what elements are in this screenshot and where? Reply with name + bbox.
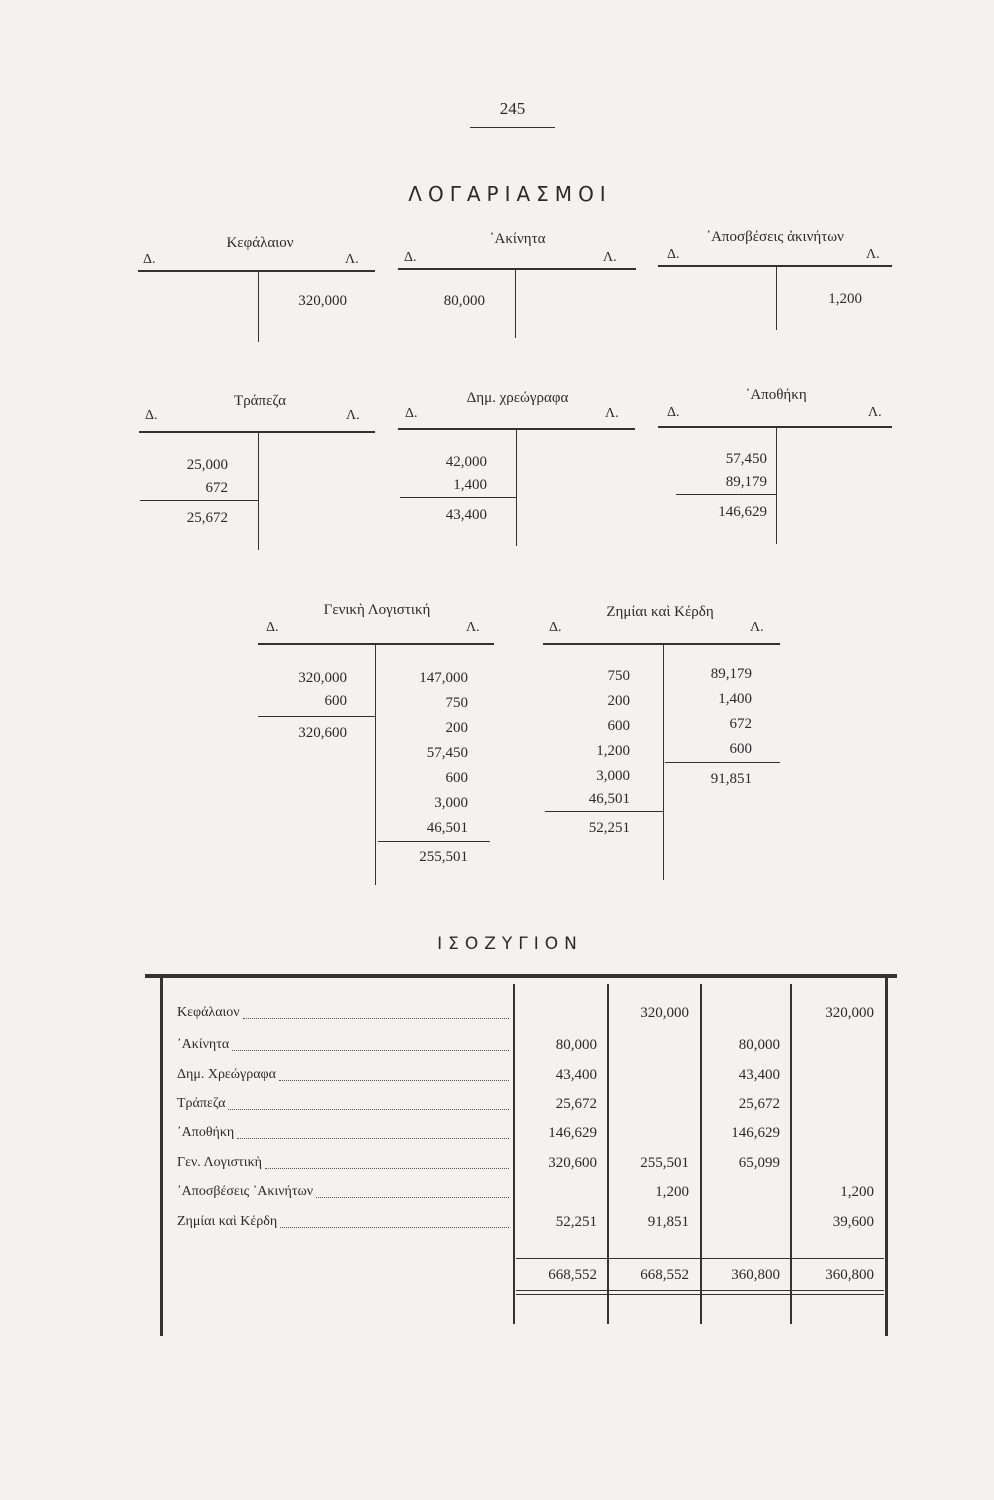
total-c2: 668,552 (640, 1267, 689, 1283)
debit-total: 146,629 (718, 504, 767, 520)
total-c1: 668,552 (548, 1267, 597, 1283)
credit-label: Λ. (346, 408, 360, 423)
debit-entry: 1,400 (453, 477, 487, 493)
cell-c1: 43,400 (555, 1067, 597, 1083)
debit-label: Δ. (667, 405, 680, 420)
debit-entry: 1,200 (596, 743, 630, 759)
credit-label: Λ. (603, 250, 617, 265)
leader-dots (228, 1109, 509, 1110)
debit-entry: 200 (607, 693, 630, 709)
credit-total: 91,851 (710, 771, 752, 787)
credit-entry: 3,000 (434, 795, 468, 811)
credit-entry: 750 (445, 695, 468, 711)
table-top-rule (145, 974, 897, 978)
account-divider (515, 270, 516, 338)
account-title: ᾿Ακίνητα (489, 231, 546, 247)
leader-dots (232, 1050, 509, 1051)
total-c4: 360,800 (825, 1267, 874, 1283)
cell-c1: 320,600 (548, 1155, 597, 1171)
account-divider (258, 272, 259, 342)
account-title: Δημ. χρεώγραφα (466, 390, 569, 406)
debit-label: Δ. (145, 408, 158, 423)
account-divider (776, 428, 777, 544)
credit-entry: 600 (445, 770, 468, 786)
account-top-rule (138, 270, 375, 272)
leader-dots (280, 1227, 509, 1228)
row-label: Ζημίαι καὶ Κέρδη (177, 1214, 278, 1229)
cell-c2: 91,851 (647, 1214, 689, 1230)
cell-c2: 320,000 (640, 1005, 689, 1021)
debit-entry: 3,000 (596, 768, 630, 784)
account-divider (516, 430, 517, 546)
account-top-rule (543, 643, 780, 645)
row-label: Κεφάλαιον (177, 1005, 240, 1020)
cell-c1: 146,629 (548, 1125, 597, 1141)
debit-label: Δ. (549, 620, 562, 635)
subtotal-rule (665, 762, 780, 763)
cell-c1: 80,000 (555, 1037, 597, 1053)
subtotal-rule (140, 500, 258, 501)
debit-label: Δ. (405, 406, 418, 421)
debit-total: 52,251 (588, 820, 630, 836)
debit-entry: 672 (205, 480, 228, 496)
credit-total: 255,501 (419, 849, 468, 865)
row-label: Τράπεζα (177, 1096, 226, 1111)
leader-dots (279, 1080, 509, 1081)
cell-c1: 52,251 (555, 1214, 597, 1230)
debit-entry: 57,450 (725, 451, 767, 467)
cell-c2: 1,200 (655, 1184, 689, 1200)
subtotal-rule (545, 811, 663, 812)
table-left-border (160, 978, 163, 1336)
debit-total: 25,672 (186, 510, 228, 526)
totals-double-rule (516, 1294, 884, 1295)
cell-c4: 1,200 (840, 1184, 874, 1200)
leader-dots (237, 1138, 509, 1139)
subtotal-rule (378, 841, 490, 842)
cell-c3: 65,099 (738, 1155, 780, 1171)
debit-label: Δ. (667, 247, 680, 262)
credit-entry: 1,200 (828, 291, 862, 307)
debit-entry: 750 (607, 668, 630, 684)
credit-entry: 1,400 (718, 691, 752, 707)
totals-double-rule (516, 1290, 884, 1291)
credit-label: Λ. (466, 620, 480, 635)
cell-c3: 146,629 (731, 1125, 780, 1141)
debit-entry: 320,000 (298, 670, 347, 686)
row-label: Δημ. Χρεώγραφα (177, 1067, 276, 1082)
cell-c3: 43,400 (738, 1067, 780, 1083)
subtotal-rule (400, 497, 516, 498)
debit-entry: 46,501 (588, 791, 630, 807)
credit-entry: 600 (729, 741, 752, 757)
section-title: ΛΟΓΑΡΙΑΣΜΟΙ (408, 182, 612, 206)
credit-entry: 46,501 (426, 820, 468, 836)
page-number-rule (470, 127, 555, 128)
account-divider (776, 267, 777, 330)
row-label: ᾿Ακίνητα (177, 1037, 230, 1052)
totals-top-rule (516, 1258, 884, 1259)
credit-entry: 57,450 (426, 745, 468, 761)
debit-entry: 89,179 (725, 474, 767, 490)
leader-dots (243, 1018, 509, 1019)
row-label: ᾿Αποθήκη (177, 1125, 235, 1140)
debit-entry: 600 (607, 718, 630, 734)
debit-total: 43,400 (445, 507, 487, 523)
credit-entry: 147,000 (419, 670, 468, 686)
debit-total: 320,600 (298, 725, 347, 741)
account-top-rule (658, 426, 892, 428)
cell-c4: 320,000 (825, 1005, 874, 1021)
row-label: Γεν. Λογιστικὴ (177, 1155, 262, 1170)
debit-entry: 25,000 (186, 457, 228, 473)
account-divider (375, 645, 376, 885)
trial-balance-title: ΙΣΟΖΥΓΙΟΝ (437, 934, 583, 954)
account-top-rule (258, 643, 494, 645)
table-right-border (885, 978, 888, 1336)
account-title: Κεφάλαιον (226, 235, 294, 251)
credit-label: Λ. (866, 247, 880, 262)
account-top-rule (139, 431, 375, 433)
account-title: ᾿Αποθήκη (745, 387, 807, 403)
debit-label: Δ. (266, 620, 279, 635)
credit-label: Λ. (868, 405, 882, 420)
debit-entry: 600 (324, 693, 347, 709)
subtotal-rule (676, 494, 776, 495)
credit-entry: 320,000 (298, 293, 347, 309)
row-label: ᾿Αποσβέσεις ᾿Ακινήτων (177, 1184, 314, 1199)
debit-entry: 42,000 (445, 454, 487, 470)
account-title: ᾿Αποσβέσεις ἀκινήτων (706, 229, 844, 245)
subtotal-rule (258, 716, 375, 717)
page-number: 245 (499, 99, 526, 118)
account-top-rule (658, 265, 892, 267)
cell-c1: 25,672 (555, 1096, 597, 1112)
account-title: Ζημίαι καὶ Κέρδη (606, 604, 714, 620)
account-title: Γενικὴ Λογιστική (323, 602, 431, 618)
total-c3: 360,800 (731, 1267, 780, 1283)
account-divider (663, 645, 664, 880)
cell-c4: 39,600 (832, 1214, 874, 1230)
credit-entry: 200 (445, 720, 468, 736)
cell-c2: 255,501 (640, 1155, 689, 1171)
credit-entry: 89,179 (710, 666, 752, 682)
credit-label: Λ. (605, 406, 619, 421)
cell-c3: 80,000 (738, 1037, 780, 1053)
debit-label: Δ. (143, 252, 156, 267)
debit-entry: 80,000 (443, 293, 485, 309)
account-divider (258, 433, 259, 550)
credit-label: Λ. (750, 620, 764, 635)
account-top-rule (398, 268, 636, 270)
leader-dots (265, 1168, 509, 1169)
credit-entry: 672 (729, 716, 752, 732)
leader-dots (316, 1197, 509, 1198)
cell-c3: 25,672 (738, 1096, 780, 1112)
credit-label: Λ. (345, 252, 359, 267)
account-title: Τράπεζα (234, 393, 286, 409)
debit-label: Δ. (404, 250, 417, 265)
